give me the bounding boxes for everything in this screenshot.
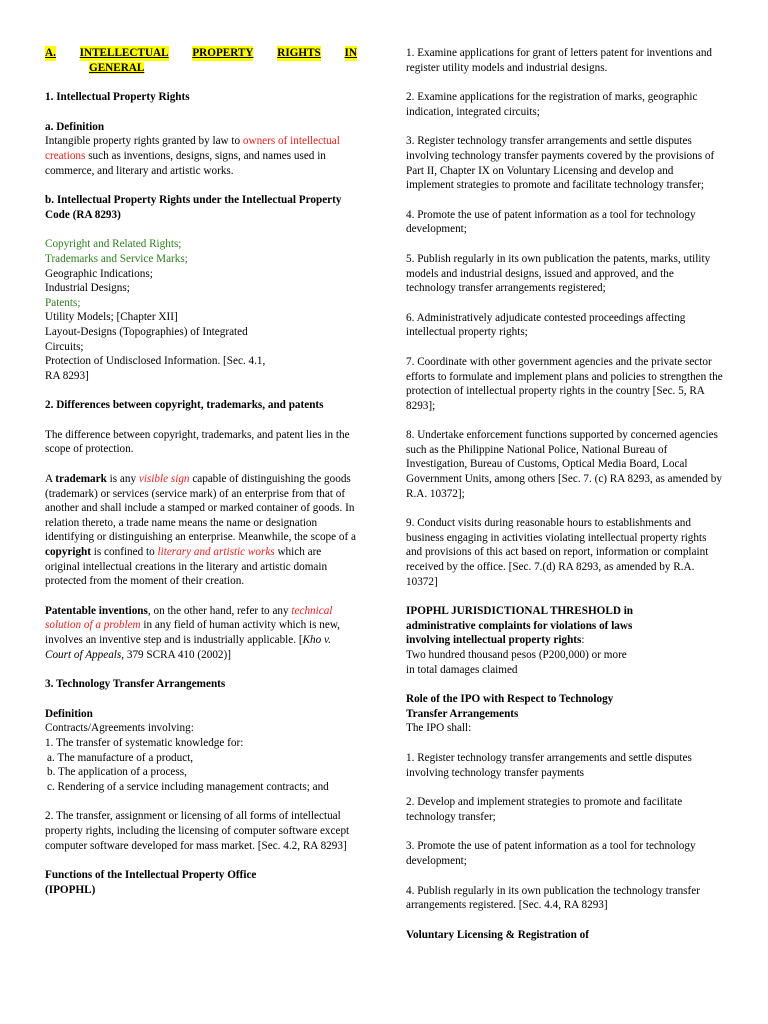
list-item: Protection of Undisclosed Information. [Sec. 4.1, RA 8293] [45, 355, 266, 382]
patent-paragraph: Patentable inventions, on the other hand, refer to any technical solution of a problem in any field of human activity which is new, involves an inventive step and is industrially applicable. [Kho v. Court of Appeals, 379 SCRA 410 (2002)] [45, 604, 340, 661]
list-item: Layout-Designs (Topographies) of Integrated Circuits; [45, 325, 248, 353]
role-item: 1. Register technology transfer arrangements and settle disputes involving technology transfer payments [406, 751, 692, 779]
right-column [406, 46, 724, 942]
role-intro: The IPO shall: [406, 722, 472, 735]
heading-differences: 2. Differences between copyright, trademarks, and patents [45, 399, 324, 412]
tt-line: a. The manufacture of a product, [47, 751, 194, 764]
function-item: 9. Conduct visits during reasonable hours to establishments and business engaging in activities violating intellectual property rights and provisions of this act based on report, information or complaint received by the office. [Sec. 7.(d) RA 8293, as amended by R.A. 10372] [406, 517, 709, 588]
heading-ip-rights: 1. Intellectual Property Rights [45, 91, 190, 104]
tt-line: b. The application of a process, [47, 766, 187, 779]
heading-ipo-role: Role of the IPO with Respect to Technology Transfer Arrangements [406, 693, 614, 720]
left-column [45, 46, 357, 897]
list-item: Copyright and Related Rights; [45, 238, 182, 251]
section-title: A. INTELLECTUAL PROPERTY RIGHTS IN GENERAL [45, 47, 357, 74]
function-item: 5. Publish regularly in its own publication the patents, marks, utility models and industrial designs, issued and approved, and the technology transfer arrangements registered; [406, 252, 711, 295]
tt-line: 1. The transfer of systematic knowledge for: [45, 736, 244, 749]
role-item: 3. Promote the use of patent information as a tool for technology development; [406, 840, 696, 867]
heading-ipr-under-code: b. Intellectual Property Rights under the Intellectual Property Code (RA 8293) [45, 194, 342, 221]
function-item: 7. Coordinate with other government agencies and the private sector efforts to formulate and implement plans and policies to strengthen the protection of intellectual property rights in the country [Sec. 5, RA 8293]; [406, 355, 723, 412]
list-item: Geographic Indications; [45, 267, 153, 280]
definition-paragraph: Intangible property rights granted by law to owners of intellectual creations such as inventions, designs, signs, and names used in commerce, and literary and artistic works. [45, 135, 340, 177]
list-item: Trademarks and Service Marks; [45, 252, 188, 265]
heading-tt-definition: Definition [45, 707, 93, 720]
function-item: 2. Examine applications for the registration of marks, geographic indication, integrated circuits; [406, 91, 698, 118]
role-item: 2. Develop and implement strategies to promote and facilitate technology transfer; [406, 796, 683, 823]
function-item: 8. Undertake enforcement functions supported by concerned agencies such as the Philippine National Police, National Bureau of Investigation, Bureau of Customs, Optical Media Board, Local Government Units, among others [Sec. 7. (c) RA 8293, as amended by R.A. 10372]; [406, 429, 722, 500]
differences-paragraph: The difference between copyright, trademarks, and patent lies in the scope of protection. [45, 428, 350, 456]
heading-ipophl-functions: Functions of the Intellectual Property Office (IPOPHL) [45, 869, 257, 896]
heading-voluntary-licensing: Voluntary Licensing & Registration of [406, 928, 589, 941]
tt-line: Contracts/Agreements involving: [45, 722, 194, 735]
ipr-list [45, 237, 357, 383]
function-item: 4. Promote the use of patent information as a tool for technology development; [406, 208, 696, 236]
function-item: 1. Examine applications for grant of letters patent for inventions and register utility models and industrial designs. [406, 47, 713, 74]
threshold-text: Two hundred thousand pesos (P200,000) or more in total damages claimed [406, 649, 627, 676]
list-item: Utility Models; [Chapter XII] [45, 311, 178, 324]
tt-paragraph-2: 2. The transfer, assignment or licensing of all forms of intellectual property rights, including the licensing of computer software except computer software developed for mass market. [Sec. 4.2, RA 8293] [45, 810, 350, 852]
threshold-heading: IPOPHL JURISDICTIONAL THRESHOLD in administrative complaints for violations of laws involving intellectual property rights: [406, 605, 634, 647]
heading-definition: a. Definition [45, 120, 105, 133]
heading-tech-transfer: 3. Technology Transfer Arrangements [45, 678, 226, 691]
list-item: Patents; [45, 296, 81, 309]
function-item: 3. Register technology transfer arrangements and settle disputes involving technology transfer payments covered by the provisions of Part II, Chapter IX on Voluntary Licensing and develop and implement strategies to promote and facilitate technology transfer; [406, 135, 715, 192]
list-item: Industrial Designs; [45, 282, 130, 295]
role-item: 4. Publish regularly in its own publication the technology transfer arrangements registered. [Sec. 4.4, RA 8293] [406, 884, 700, 912]
tt-line: c. Rendering of a service including management contracts; and [47, 780, 329, 793]
function-item: 6. Administratively adjudicate contested proceedings affecting intellectual property rights; [406, 311, 686, 339]
trademark-paragraph: A trademark is any visible sign capable of distinguishing the goods (trademark) or services (service mark) of an enterprise from that of another and shall include a stamped or marked container of goods. In relation thereto, a trade name means the name or designation identifying or distinguishing an enterprise. Meanwhile, the scope of a copyright is confined to literary and artistic works which are original intellectual creations in the literary and artistic domain protected from the moment of their creation. [45, 473, 356, 588]
